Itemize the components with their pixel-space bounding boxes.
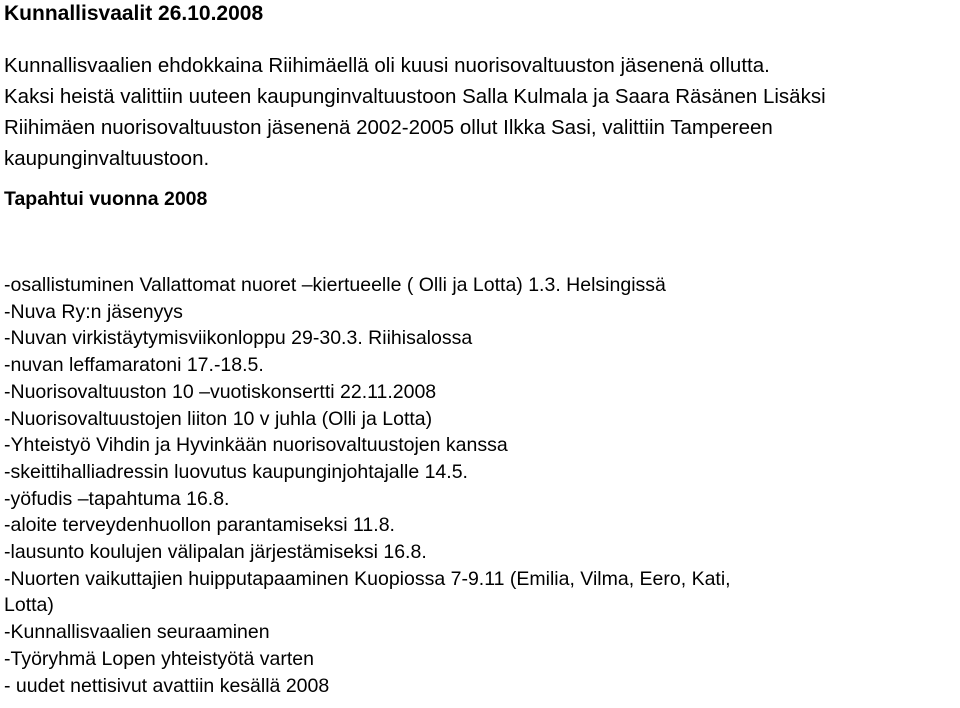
intro-line: kaupunginvaltuustoon. [4,147,210,170]
intro-line: Kunnallisvaalien ehdokkaina Riihimäellä oli kuusi nuorisovaltuuston jäsenenä ollutta. [4,54,770,77]
list-item: -Nuorisovaltuuston 10 –vuotiskonsertti 22.11.2008 [4,380,437,403]
list-item: -Työryhmä Lopen yhteistyötä varten [4,647,314,670]
events-list [4,272,731,699]
intro-paragraph [4,50,954,174]
list-item: -osallistuminen Vallattomat nuoret –kiertueelle ( Olli ja Lotta) 1.3. Helsingissä [4,274,666,296]
list-item: -Yhteistyö Vihdin ja Hyvinkään nuorisovaltuustojen kanssa [4,434,508,457]
list-item: -nuvan leffamaratoni 17.-18.5. [4,354,264,377]
list-item: -skeittihalliadressin luovutus kaupunginjohtajalle 14.5. [4,460,468,483]
list-item: -Nuorten vaikuttajien huipputapaaminen Kuopiossa 7-9.11 (Emilia, Vilma, Eero, Kati, [4,567,731,590]
intro-line: Kaksi heistä valittiin uuteen kaupunginvaltuustoon Salla Kulmala ja Saara Räsänen Lisäksi [4,85,826,108]
list-item: -aloite terveydenhuollon parantamiseksi 11.8. [4,514,395,537]
list-item: -Nuvan virkistäytymisviikonloppu 29-30.3. Riihisalossa [4,327,473,350]
section-heading: Tapahtui vuonna 2008 [4,188,208,210]
document-title: Kunnallisvaalit 26.10.2008 [4,2,264,25]
list-item: - uudet nettisivut avattiin kesällä 2008 [4,674,330,697]
list-item: -lausunto koulujen välipalan järjestämiseksi 16.8. [4,541,427,564]
list-item: -Nuorisovaltuustojen liiton 10 v juhla (Olli ja Lotta) [4,407,433,430]
list-item: -Kunnallisvaalien seuraaminen [4,621,270,644]
list-item: -yöfudis –tapahtuma 16.8. [4,487,230,510]
list-item: Lotta) [4,594,54,617]
list-item: -Nuva Ry:n jäsenyys [4,300,183,323]
intro-line: Riihimäen nuorisovaltuuston jäsenenä 2002-2005 ollut Ilkka Sasi, valittiin Tampereen [4,116,773,139]
